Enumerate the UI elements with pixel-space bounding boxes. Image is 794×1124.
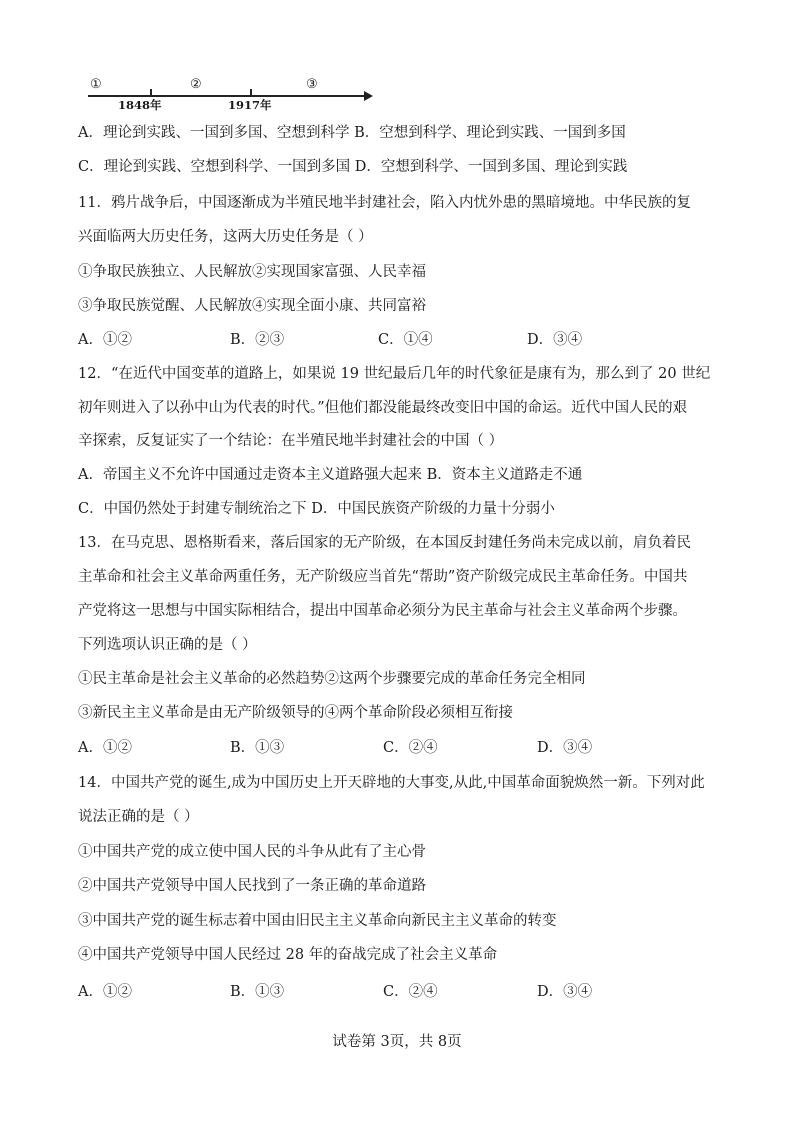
- q14-item-2: ②中国共产党领导中国人民找到了一条正确的革命道路: [78, 878, 426, 894]
- q10-options-line-1: A．理论到实践、一国到多国、空想到科学 B．空想到科学、理论到实践、一国到多国: [78, 125, 626, 141]
- q13-stem-line-1: 13．在马克思、恩格斯看来，落后国家的无产阶级，在本国反封建任务尚未完成以前，肩负着民: [78, 535, 691, 551]
- q12-stem-line-3: 辛探索，反复证实了一个结论：在半殖民地半封建社会的中国（ ）: [78, 433, 504, 449]
- q14-item-4: ④中国共产党领导中国人民经过 28 年的奋战完成了社会主义革命: [78, 947, 498, 963]
- page-footer: 试卷第 3页，共 8页: [332, 1034, 462, 1050]
- timeline-arrow-icon: [364, 91, 373, 101]
- q14-option-a: A．①②: [78, 984, 132, 1000]
- q12-stem-line-2: 初年则进入了以孙中山为代表的时代。”但他们都没能最终改变旧中国的命运。近代中国人民的艰: [78, 400, 688, 416]
- timeline-tick-1917: [250, 89, 252, 97]
- q14-stem-line-1: 14．中国共产党的诞生,成为中国历史上开天辟地的大事变,从此,中国革命面貌焕然一新。下列对此: [78, 775, 705, 791]
- q13-item-line-2: ③新民主主义革命是由无产阶级领导的④两个革命阶段必须相互衔接: [78, 705, 513, 721]
- q11-item-line-2: ③争取民族觉醒、人民解放④实现全面小康、共同富裕: [78, 298, 426, 314]
- q13-stem-line-3: 产党将这一思想与中国实际相结合，提出中国革命必须分为民主革命与社会主义革命两个步骤。: [78, 603, 687, 619]
- q12-options-line-1: A．帝国主义不允许中国通过走资本主义道路强大起来 B．资本主义道路走不通: [78, 467, 583, 483]
- q11-option-a: A．①②: [78, 332, 132, 348]
- timeline-year-1848: 1848年: [118, 98, 162, 112]
- q11-stem-line-1: 11．鸦片战争后，中国逐渐成为半殖民地半封建社会，陷入内忧外患的黑暗境地。中华民族的复: [78, 195, 691, 211]
- timeline-segment-3: ③: [306, 77, 318, 92]
- q11-option-d: D．③④: [527, 332, 583, 348]
- q13-option-c: C．②④: [383, 740, 438, 756]
- q11-option-c: C．①④: [378, 332, 433, 348]
- timeline-segment-1: ①: [90, 77, 102, 92]
- q14-item-1: ①中国共产党的成立使中国人民的斗争从此有了主心骨: [78, 844, 426, 860]
- q13-option-d: D．③④: [537, 740, 593, 756]
- q14-stem-line-2: 说法正确的是（ ）: [78, 809, 199, 825]
- timeline-tick-1848: [150, 89, 152, 97]
- q11-stem-line-2: 兴面临两大历史任务，这两大历史任务是（ ）: [78, 229, 373, 245]
- q14-item-3: ③中国共产党的诞生标志着中国由旧民主主义革命向新民主主义革命的转变: [78, 913, 557, 929]
- q13-stem-line-4: 下列选项认识正确的是（ ）: [78, 637, 257, 653]
- timeline-year-1917: 1917年: [228, 98, 272, 112]
- q13-option-b: B．①③: [230, 740, 285, 756]
- q13-stem-line-2: 主革命和社会主义革命两重任务，无产阶级应当首先“帮助”资产阶级完成民主革命任务。中国共: [78, 569, 688, 585]
- q12-stem-line-1: 12．“在近代中国变革的道路上，如果说 19 世纪最后几年的时代象征是康有为，那么到了 20 世纪: [78, 366, 711, 382]
- timeline-segment-2: ②: [190, 77, 202, 92]
- q11-option-b: B．②③: [230, 332, 285, 348]
- timeline-figure: [88, 78, 378, 114]
- q12-options-line-2: C．中国仍然处于封建专制统治之下 D．中国民族资产阶级的力量十分弱小: [78, 501, 555, 517]
- q14-option-c: C．②④: [383, 984, 438, 1000]
- q13-option-a: A．①②: [78, 740, 132, 756]
- timeline-axis: [88, 95, 368, 97]
- q14-option-d: D．③④: [537, 984, 593, 1000]
- q10-options-line-2: C．理论到实践、空想到科学、一国到多国 D．空想到科学、一国到多国、理论到实践: [78, 159, 628, 175]
- q14-option-b: B．①③: [230, 984, 285, 1000]
- q11-item-line-1: ①争取民族独立、人民解放②实现国家富强、人民幸福: [78, 264, 426, 280]
- q13-item-line-1: ①民主革命是社会主义革命的必然趋势②这两个步骤要完成的革命任务完全相同: [78, 671, 586, 687]
